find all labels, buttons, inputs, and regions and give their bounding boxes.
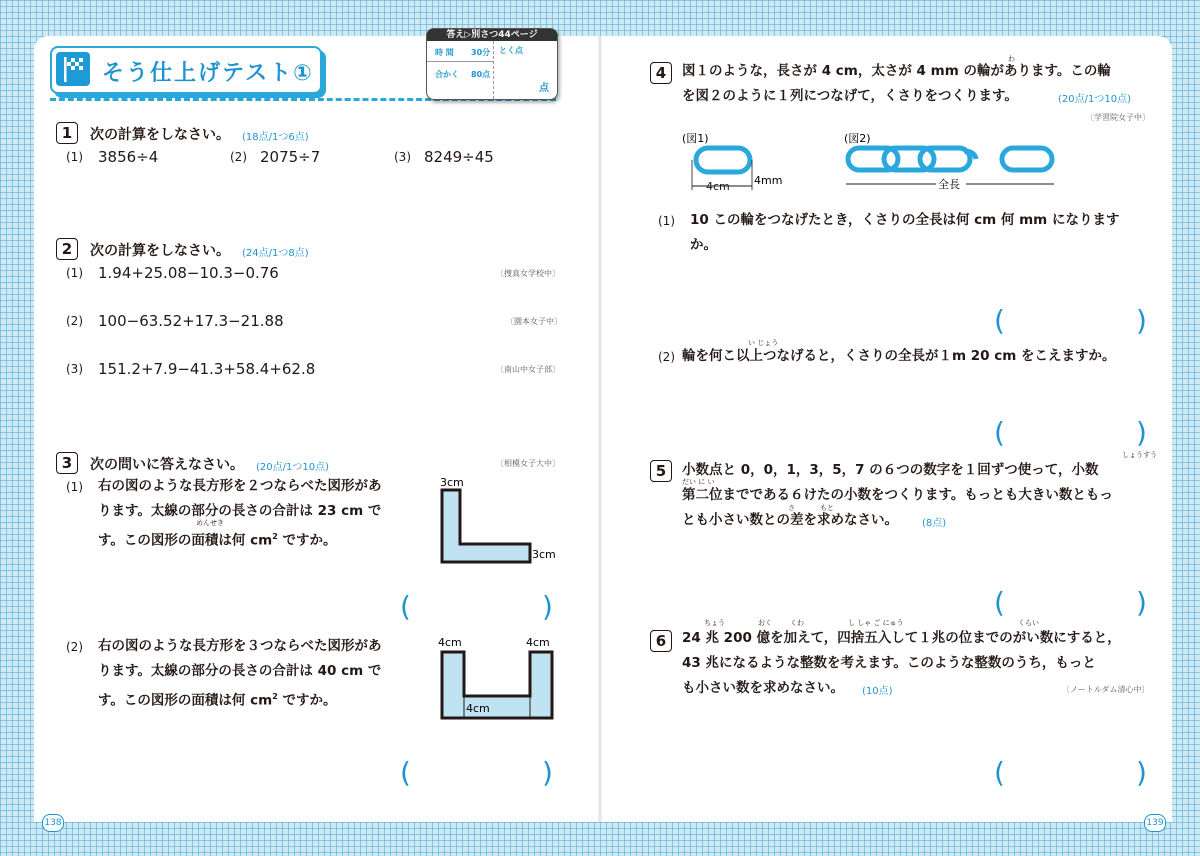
answer-paren-close-6: ) bbox=[1136, 756, 1147, 789]
q3-2-line3 bbox=[98, 684, 336, 714]
q6-line3: も小さい数を求めなさい。 bbox=[682, 680, 844, 696]
q4-school: 〔学習院女子中〕 bbox=[1086, 113, 1150, 122]
q6-line2: 43 兆になるような整数を考えます。このような整数のうち，もっと bbox=[682, 655, 1096, 671]
chain-figure-2 bbox=[844, 130, 1064, 200]
q1-item-3-expr: 8249÷45 bbox=[424, 148, 494, 166]
q3-school: 〔相模女子大中〕 bbox=[496, 459, 560, 468]
q1-points: (18点/1つ6点) bbox=[242, 132, 309, 143]
q3-1-line1: 右の図のような長方形を２つならべた図形があ bbox=[98, 478, 382, 494]
question-number-2: 2 bbox=[56, 238, 78, 260]
q5-ruby-3: さ bbox=[788, 504, 795, 512]
q3-2-line2: ります。太線の部分の長さの合計は 40 cm で bbox=[98, 663, 382, 679]
fig1-label: (図1) bbox=[682, 132, 709, 145]
fig2-label: (図2) bbox=[844, 132, 871, 145]
q3-2-sup: 2 bbox=[272, 692, 278, 701]
q1-item-2-label: (2) bbox=[230, 150, 247, 164]
q5-points: (8点) bbox=[922, 518, 947, 529]
q5-line2: 第二位までである６けたの小数をつくります。もっとも大きい数ともっ bbox=[682, 487, 1113, 503]
q2-item-3-school: 〔南山中女子部〕 bbox=[496, 365, 560, 374]
q3-1-ruby: めんせき bbox=[196, 519, 224, 527]
question-number-4: 4 bbox=[650, 62, 672, 84]
q3-1-line2: ります。太線の部分の長さの合計は 23 cm で bbox=[98, 503, 382, 519]
q2-item-2-expr: 100−63.52+17.3−21.88 bbox=[98, 312, 284, 330]
q4-1-line1: 10 この輪をつなげたとき，くさりの全長は何 cm 何 mm になります bbox=[690, 212, 1120, 228]
answer-paren-close-3-2: ) bbox=[542, 756, 553, 789]
answer-paren-open-3-2: ( bbox=[400, 756, 411, 789]
score-label: とく点 bbox=[499, 46, 523, 55]
q2-item-2-label: (2) bbox=[66, 314, 83, 328]
pass-value: 80点 bbox=[471, 70, 491, 79]
u-shape-figure bbox=[434, 634, 564, 724]
q5-ruby-1: しょうすう bbox=[1122, 451, 1157, 459]
q6-points: (10点) bbox=[862, 686, 893, 697]
q2-item-3-expr: 151.2+7.9−41.3+58.4+62.8 bbox=[98, 360, 316, 378]
q2-item-2-school: 〔園本女子中〕 bbox=[506, 317, 562, 326]
q1-item-1-expr: 3856÷4 bbox=[98, 148, 159, 166]
q6-ruby-1: ちょう bbox=[704, 619, 725, 627]
fig1-length-label: 4cm bbox=[706, 180, 730, 193]
answer-paren-close-3-1: ) bbox=[542, 590, 553, 623]
q6-line1: 24 兆 200 億を加えて，四捨五入して１兆の位までのがい数にすると， bbox=[682, 630, 1121, 646]
q3-instruction: 次の問いに答えなさい。 bbox=[90, 457, 244, 473]
right-page bbox=[602, 36, 1172, 828]
q3-2-line1: 右の図のような長方形を３つならべた図形があ bbox=[98, 638, 382, 654]
q2-instruction: 次の計算をしなさい。 bbox=[90, 243, 230, 259]
answer-paren-close-5: ) bbox=[1136, 586, 1147, 619]
checkered-flag-icon bbox=[56, 52, 90, 86]
q4-ruby-wa: わ bbox=[1008, 55, 1015, 63]
title-banner bbox=[50, 46, 322, 94]
answer-paren-open-5: ( bbox=[994, 586, 1005, 619]
q2-points: (24点/1つ8点) bbox=[242, 248, 309, 259]
q1-instruction: 次の計算をしなさい。 bbox=[90, 127, 230, 143]
q6-school: 〔ノートルダム清心中〕 bbox=[1062, 685, 1150, 694]
q3-2-label: (2) bbox=[66, 640, 83, 654]
q2-item-1-school: 〔捜真女学校中〕 bbox=[496, 269, 560, 278]
q6-ruby-4: し しゃ ご にゅう bbox=[848, 619, 904, 627]
q1-item-3-label: (3) bbox=[394, 150, 411, 164]
question-number-1: 1 bbox=[56, 122, 78, 144]
q4-line2: を図２のように１列につなげて，くさりをつくります。 bbox=[682, 88, 1018, 104]
score-box bbox=[426, 28, 558, 100]
question-number-5: 5 bbox=[650, 460, 672, 482]
answer-paren-open-4-1: ( bbox=[994, 304, 1005, 337]
q3-1-line3 bbox=[98, 524, 336, 554]
q4-2-text: 輪を何こ以上つなげると，くさりの全長が１m 20 cm をこえますか。 bbox=[682, 348, 1116, 364]
time-label: 時 間 bbox=[435, 48, 454, 57]
q4-points: (20点/1つ10点) bbox=[1058, 94, 1131, 105]
answer-reference: 答え▷別さつ44ページ bbox=[427, 29, 557, 41]
answer-paren-close-4-2: ) bbox=[1136, 416, 1147, 449]
q2-item-1-label: (1) bbox=[66, 266, 83, 280]
q4-1-line2: か。 bbox=[690, 237, 717, 253]
q3-2-line3-end: ですか。 bbox=[277, 692, 337, 709]
score-divider bbox=[427, 61, 493, 62]
left-page bbox=[34, 30, 598, 828]
q4-1-label: (1) bbox=[658, 214, 675, 228]
q4-2-ruby: い じょう bbox=[748, 339, 779, 347]
question-number-6: 6 bbox=[650, 630, 672, 652]
q2-item-3-label: (3) bbox=[66, 362, 83, 376]
fig1-thickness-label: 4mm bbox=[754, 174, 783, 187]
u-fig-right-label: 4cm bbox=[526, 636, 550, 649]
answer-paren-open-3-1: ( bbox=[400, 590, 411, 623]
l-fig-side-label: 3cm bbox=[532, 548, 556, 561]
fig2-total-label: 全長 bbox=[938, 178, 960, 191]
q1-item-2-expr: 2075÷7 bbox=[260, 148, 321, 166]
l-shape-figure bbox=[430, 476, 570, 576]
u-fig-inner-label: 4cm bbox=[466, 702, 490, 715]
q5-line3: とも小さい数との差を求めなさい。 bbox=[682, 512, 898, 528]
score-divider-v bbox=[493, 41, 494, 99]
q5-ruby-2: だい に い bbox=[682, 478, 715, 486]
page-number-right: 139 bbox=[1144, 814, 1166, 832]
q6-ruby-5: くらい bbox=[1018, 619, 1039, 627]
q5-line1: 小数点と 0，0，1，3，5，7 の６つの数字を１回ずつ使って，小数 bbox=[682, 462, 1099, 478]
answer-paren-open-4-2: ( bbox=[994, 416, 1005, 449]
q3-1-sup: 2 bbox=[272, 532, 278, 541]
q2-item-1-expr: 1.94+25.08−10.3−0.76 bbox=[98, 264, 279, 282]
answer-paren-open-6: ( bbox=[994, 756, 1005, 789]
answer-paren-close-4-1: ) bbox=[1136, 304, 1147, 337]
l-fig-top-label: 3cm bbox=[440, 476, 464, 489]
q3-1-line3-end: ですか。 bbox=[277, 532, 337, 549]
page-title: そう仕上げテスト① bbox=[102, 61, 314, 86]
q4-line1: 図１のような，長さが 4 cm，太さが 4 mm の輪があります。この輪 bbox=[682, 63, 1111, 79]
time-value: 30分 bbox=[471, 48, 491, 57]
q6-ruby-3: くわ bbox=[790, 619, 804, 627]
pass-label: 合かく bbox=[435, 70, 459, 79]
q3-1-label: (1) bbox=[66, 480, 83, 494]
score-unit: 点 bbox=[539, 83, 549, 94]
ring-figure-1 bbox=[682, 130, 812, 200]
question-number-3: 3 bbox=[56, 452, 78, 474]
q5-ruby-4: もと bbox=[820, 504, 834, 512]
q3-1-line3-text: す。この図形の面積は何 cm bbox=[98, 532, 273, 549]
q1-item-1-label: (1) bbox=[66, 150, 83, 164]
q4-2-label: (2) bbox=[658, 350, 675, 364]
q6-ruby-2: おく bbox=[758, 619, 772, 627]
u-fig-left-label: 4cm bbox=[438, 636, 462, 649]
q3-2-line3-text: す。この図形の面積は何 cm bbox=[98, 692, 273, 709]
q3-points: (20点/1つ10点) bbox=[256, 462, 329, 473]
page-number-left: 138 bbox=[42, 814, 64, 832]
